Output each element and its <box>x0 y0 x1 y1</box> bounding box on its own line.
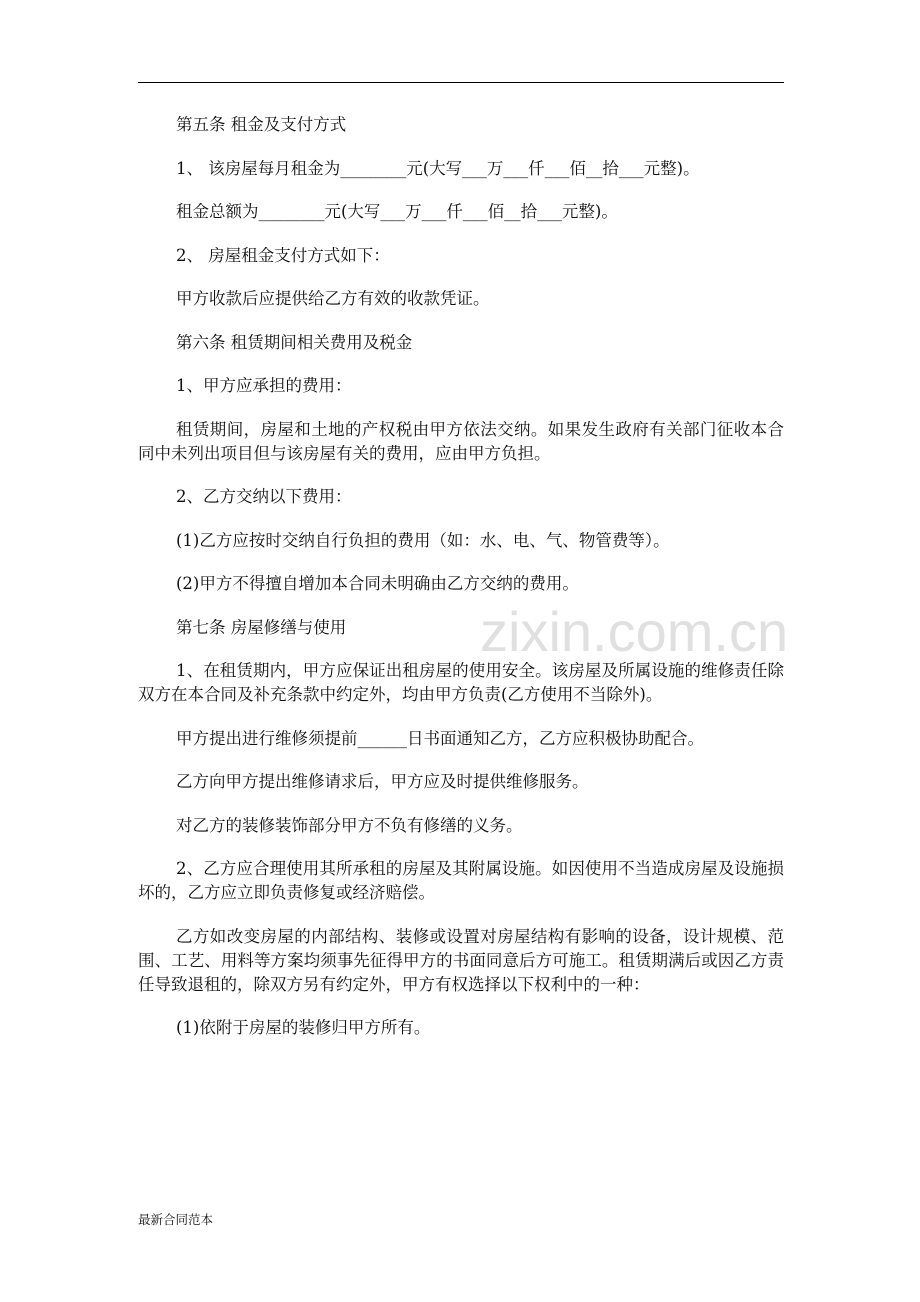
section-heading-5: 第五条 租金及支付方式 <box>176 115 347 134</box>
page-footer: 最新合同范本 <box>138 1212 214 1227</box>
document-body <box>138 113 784 1060</box>
paragraph: (1)依附于房屋的装修归甲方所有。 <box>176 1018 431 1037</box>
paragraph: 2、 房屋租金支付方式如下： <box>176 245 390 265</box>
paragraph: 甲方提出进行维修须提前______日书面通知乙方，乙方应积极协助配合。 <box>176 728 704 748</box>
paragraph: 1、在租赁期内，甲方应保证出租房屋的使用安全。该房屋及所属设施的维修责任除双方在本合同及补充条款中约定外，均由甲方负责(乙方使用不当除外)。 <box>138 661 784 704</box>
paragraph: 2、乙方交纳以下费用： <box>176 487 352 506</box>
paragraph: 甲方收款后应提供给乙方有效的收款凭证。 <box>176 289 490 308</box>
paragraph: 租金总额为________元(大写___万___仟___佰__拾___元整)。 <box>176 202 618 221</box>
paragraph: 2、乙方应合理使用其所承租的房屋及其附属设施。如因使用不当造成房屋及设施损坏的，乙方应立即负责修复或经济赔偿。 <box>138 859 784 902</box>
section-heading-7: 第七条 房屋修缮与使用 <box>176 617 347 637</box>
paragraph: 租赁期间，房屋和土地的产权税由甲方依法交纳。如果发生政府有关部门征收本合同中未列出项目但与该房屋有关的费用，应由甲方负担。 <box>138 419 784 463</box>
paragraph: (1)乙方应按时交纳自行负担的费用（如：水、电、气、物管费等）。 <box>176 530 670 550</box>
paragraph: 1、 该房屋每月租金为________元(大写___万___仟___佰__拾___元整)。 <box>176 158 700 178</box>
paragraph: 乙方如改变房屋的内部结构、装修或设置对房屋结构有影响的设备，设计规模、范围、工艺、用料等方案均须事先征得甲方的书面同意后方可施工。租赁期满后或因乙方责任导致退租的，除双方另有约定外，甲方有权选择以下权利中的一种： <box>138 926 784 994</box>
section-heading-6: 第六条 租赁期间相关费用及税金 <box>176 332 413 352</box>
paragraph: 对乙方的装修装饰部分甲方不负有修缮的义务。 <box>176 815 523 835</box>
header-rule <box>138 82 784 83</box>
paragraph: 1、甲方应承担的费用： <box>176 376 352 395</box>
paragraph: (2)甲方不得擅自增加本合同未明确由乙方交纳的费用。 <box>176 574 579 593</box>
watermark: zixin.com.cn <box>480 600 789 663</box>
paragraph: 乙方向甲方提出维修请求后，甲方应及时提供维修服务。 <box>176 772 589 791</box>
